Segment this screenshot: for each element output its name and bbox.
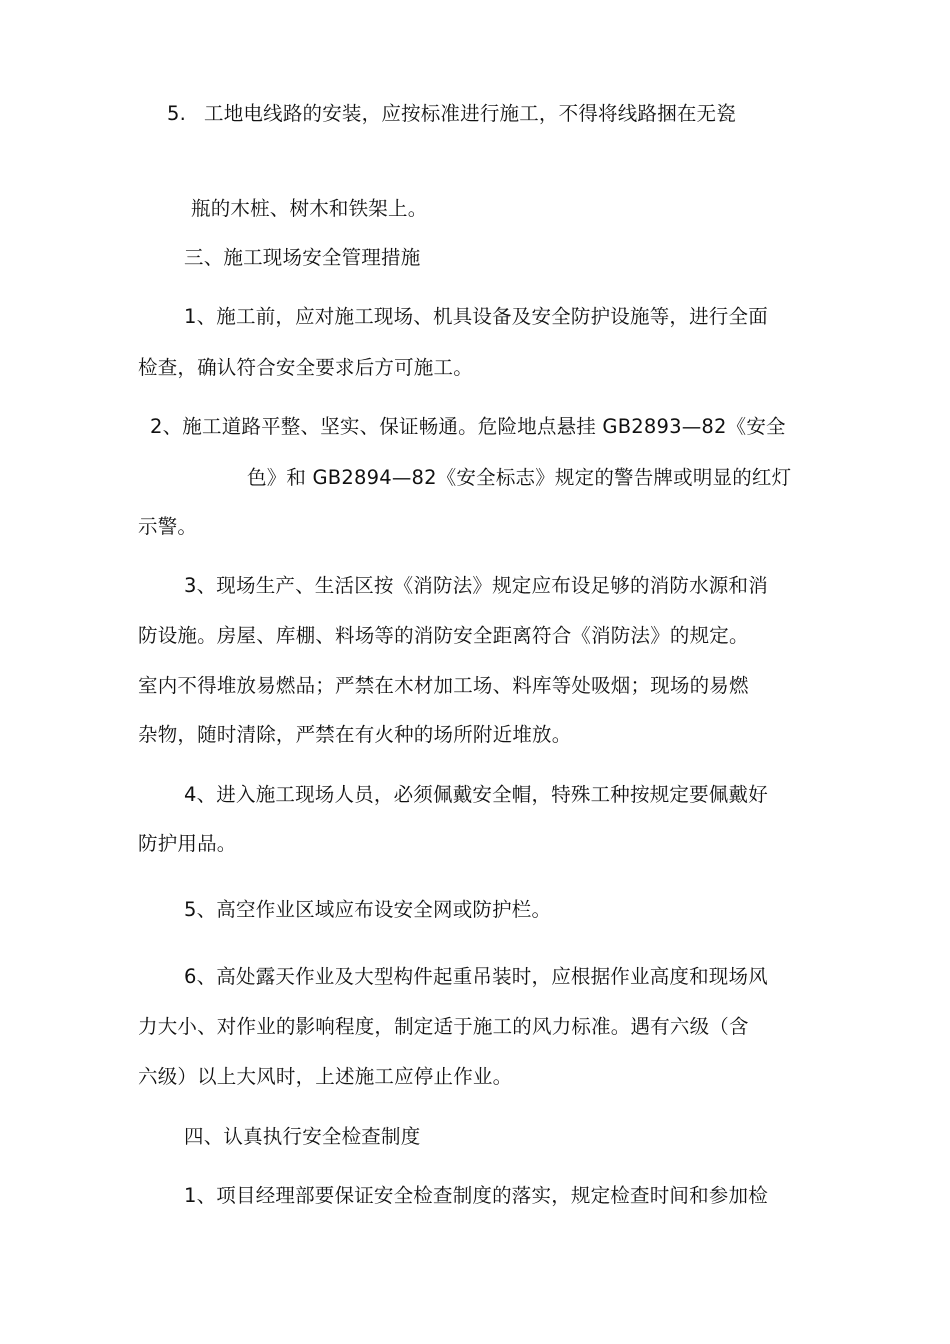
- s3-p2-line3: 示警。: [138, 515, 198, 538]
- item5-text: 工地电线路的安装，应按标准进行施工，不得将线路捆在无瓷: [204, 102, 736, 125]
- s4-p1-line1: 1、项目经理部要保证安全检查制度的落实，规定检查时间和参加检: [184, 1184, 768, 1207]
- s3-p3-line2: 防设施。房屋、库棚、料场等的消防安全距离符合《消防法》的规定。: [138, 624, 749, 647]
- s3-p3-line1: 3、现场生产、生活区按《消防法》规定应布设足够的消防水源和消: [184, 574, 768, 597]
- s3-p2-line2: 色》和 GB2894—82《安全标志》规定的警告牌或明显的红灯: [247, 466, 792, 489]
- s3-p6-line3: 六级）以上大风时，上述施工应停止作业。: [138, 1065, 513, 1088]
- s3-p6-line2: 力大小、对作业的影响程度，制定适于施工的风力标准。遇有六级（含: [138, 1015, 749, 1038]
- s3-p3-line4: 杂物，随时清除，严禁在有火种的场所附近堆放。: [138, 723, 572, 746]
- s3-p1-line2: 检查，确认符合安全要求后方可施工。: [138, 356, 473, 379]
- section3-heading: 三、施工现场安全管理措施: [184, 246, 421, 269]
- s3-p2-line1: 2、施工道路平整、坚实、保证畅通。危险地点悬挂 GB2893—82《安全: [150, 415, 786, 438]
- section4-heading: 四、认真执行安全检查制度: [184, 1125, 421, 1148]
- s3-p5-line1: 5、高空作业区域应布设安全网或防护栏。: [184, 898, 552, 921]
- item5-number: 5.: [167, 102, 187, 125]
- s3-p4-line2: 防护用品。: [138, 832, 237, 855]
- s3-p6-line1: 6、高处露天作业及大型构件起重吊装时，应根据作业高度和现场风: [184, 965, 768, 988]
- s3-p4-line1: 4、进入施工现场人员，必须佩戴安全帽，特殊工种按规定要佩戴好: [184, 783, 768, 806]
- item5-line2: 瓶的木桩、树木和铁架上。: [191, 197, 428, 220]
- s3-p1-line1: 1、施工前，应对施工现场、机具设备及安全防护设施等，进行全面: [184, 305, 768, 328]
- s3-p3-line3: 室内不得堆放易燃品；严禁在木材加工场、料库等处吸烟；现场的易燃: [138, 674, 749, 697]
- item5-line1: [167, 101, 736, 127]
